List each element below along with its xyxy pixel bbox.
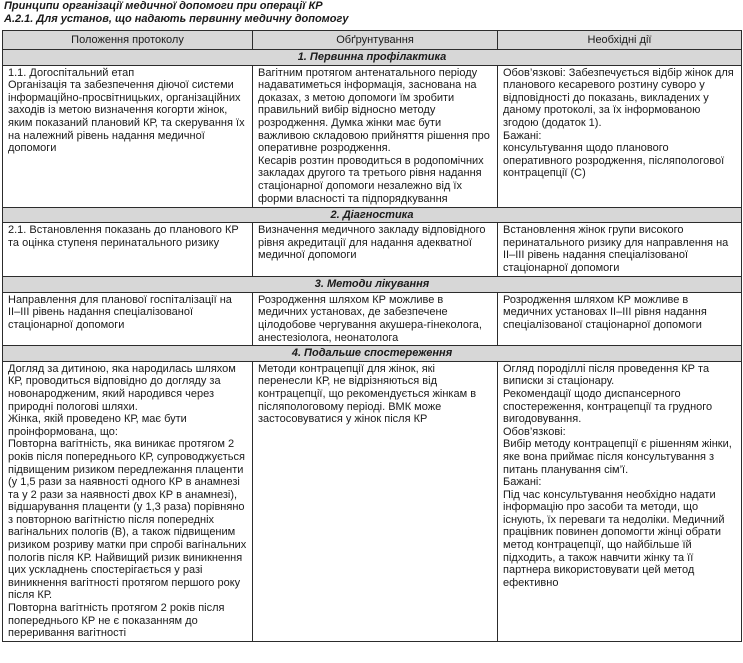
table-cell bbox=[3, 223, 253, 277]
document-heading: Принципи організації медичної допомоги при операції КР bbox=[4, 0, 323, 12]
table-cell bbox=[253, 223, 498, 277]
cell-paragraph: Встановлення жінок групи високого перинатального ризику для направлення на ІІ–ІІІ рівень надання спеціалізованої стаціонарної допомоги bbox=[503, 224, 729, 274]
cell-paragraph: Розродження шляхом КР можливе в медичних установах, де забезпечене цілодобове чергування акушера-гінеколога, анестезіолога, неонатолога bbox=[258, 293, 482, 344]
cell-paragraph: Кесарів розтин проводиться в родопомічних закладах другого та третього рівня надання стаціонарної допомоги незалежно від їх форми власності та підпорядкування bbox=[258, 154, 484, 205]
table-cell bbox=[498, 65, 742, 207]
table-header-row bbox=[3, 31, 742, 50]
cell-paragraph: Вибір методу контрацепції є рішенням жінки, яке вона приймає після консультування з питань планування сім’ї. bbox=[503, 438, 732, 476]
table-cell bbox=[498, 361, 742, 641]
section-row bbox=[3, 346, 742, 362]
column-header-actions: Необхідні дії bbox=[498, 31, 742, 50]
table-cell bbox=[498, 292, 742, 345]
cell-paragraph: Направлення для планової госпіталізації на ІІ–ІІІ рівень надання спеціалізованої стаціонарної допомоги bbox=[8, 293, 232, 331]
column-header-rationale: Обґрунтування bbox=[253, 31, 498, 50]
cell-paragraph: Огляд породіллі після проведення КР та виписки зі стаціонару. bbox=[503, 362, 710, 388]
table-cell bbox=[253, 292, 498, 345]
cell-paragraph: Під час консультування необхідно надати інформацію про засоби та методи, що існують, їх переваги та недоліки. Медичний працівник повинен допомогти жінці обрати метод контрацепції, що найбільше їй підходить, а також навчити жінку та її партнера використовувати цей метод ефективно bbox=[503, 488, 725, 589]
cell-paragraph: Бажані: bbox=[503, 476, 542, 489]
cell-paragraph: Обов’язкові: bbox=[503, 425, 566, 438]
cell-paragraph: Повторна вагітність протягом 2 років після попереднього КР не є показанням до переривання вагітності bbox=[8, 602, 225, 640]
cell-paragraph: Жінка, якій проведено КР, має бути проінформована, що: bbox=[8, 413, 187, 438]
section-title: 4. Подальше спостереження bbox=[3, 346, 742, 362]
section-title: 2. Діагностика bbox=[3, 207, 742, 223]
cell-paragraph: Вагітним протягом антенатального періоду надаватиметься інформація, заснована на доказах, з метою допомоги їм зробити правильний вибір відносно методу розродження. Думка жінки має бути важливою складовою прийняття рішення про оперативне розродження. bbox=[258, 66, 490, 155]
cell-paragraph: Визначення медичного закладу відповідного рівня акредитації для надання адекватної медичної допомоги bbox=[258, 224, 486, 262]
cell-paragraph: Методи контрацепції для жінок, які перенесли КР, не відрізняються від контрацепції, що рекомендується жінкам в післяпологовому періоді. ВМК може застосовуватися у жінок після КР bbox=[258, 362, 477, 426]
column-header-provisions: Положення протоколу bbox=[3, 31, 253, 50]
table-row bbox=[3, 65, 742, 207]
table-cell bbox=[3, 292, 253, 345]
section-title: 1. Первинна профілактика bbox=[3, 50, 742, 66]
cell-paragraph: Розродження шляхом КР можливе в медичних установах ІІ–ІІІ рівня надання спеціалізованої стаціонарної допомоги bbox=[503, 293, 707, 331]
table-cell bbox=[3, 361, 253, 641]
section-row bbox=[3, 207, 742, 223]
table-cell bbox=[498, 223, 742, 277]
cell-paragraph: консультування щодо планового оперативного розродження, післяпологової контрацепції (С) bbox=[503, 142, 725, 180]
cell-paragraph: Обов’язкові: Забезпечується відбір жінок для планового кесаревого розтину суворо у відповідності до показань, викладених у даному протоколі, за їх інформованою згодою (додаток 1). bbox=[503, 66, 734, 129]
cell-paragraph: Рекомендації щодо диспансерного спостереження, контрацепції та грудного вигодовування. bbox=[503, 387, 713, 426]
table-cell bbox=[253, 65, 498, 207]
protocol-table bbox=[2, 30, 742, 642]
section-title: 3. Методи лікування bbox=[3, 277, 742, 293]
table-row bbox=[3, 361, 742, 641]
cell-paragraph: Організація та забезпечення діючої системи інформаційно-просвітницьких, організаційних заходів із метою визначення когорти жінок, яким показаний плановий КР, та скерування їх на належний рівень надання медичної допомоги bbox=[8, 79, 245, 155]
table-cell bbox=[253, 361, 498, 641]
cell-paragraph: Догляд за дитиною, яка народилась шляхом КР, проводиться відповідно до догляду за новонародженим, який народився через природні пологові шляхи. bbox=[8, 362, 236, 413]
section-row bbox=[3, 50, 742, 66]
section-row bbox=[3, 277, 742, 293]
cell-paragraph: Повторна вагітність, яка виникає протягом 2 років після попереднього КР, супроводжується підвищеним ризиком передлежання плаценти (у 1,5 рази за наявності одного КР в анамнезі та у 2 рази за наявності двох КР в анамнезі), відшарування плаценти (у 1,3 раза) порівняно з повторною вагітністю після попередніх вагінальних пологів (В), а також підвищеним ризиком розриву матки при спробі вагінальних пологів після КР. Найвищий ризик виникнення цих ускладнень спостерігається у разі виникнення вагітності протягом першого року після КР. bbox=[8, 438, 247, 602]
cell-paragraph: 1.1. Догоспітальний етап bbox=[8, 66, 135, 79]
document-subheading: А.2.1. Для установ, що надають первинну медичну допомогу bbox=[4, 13, 349, 25]
table-row bbox=[3, 223, 742, 277]
cell-paragraph: Бажані: bbox=[503, 129, 542, 142]
cell-paragraph: 2.1. Встановлення показань до планового КР та оцінка ступеня перинатального ризику bbox=[8, 224, 239, 249]
table-row bbox=[3, 292, 742, 345]
table-cell bbox=[3, 65, 253, 207]
